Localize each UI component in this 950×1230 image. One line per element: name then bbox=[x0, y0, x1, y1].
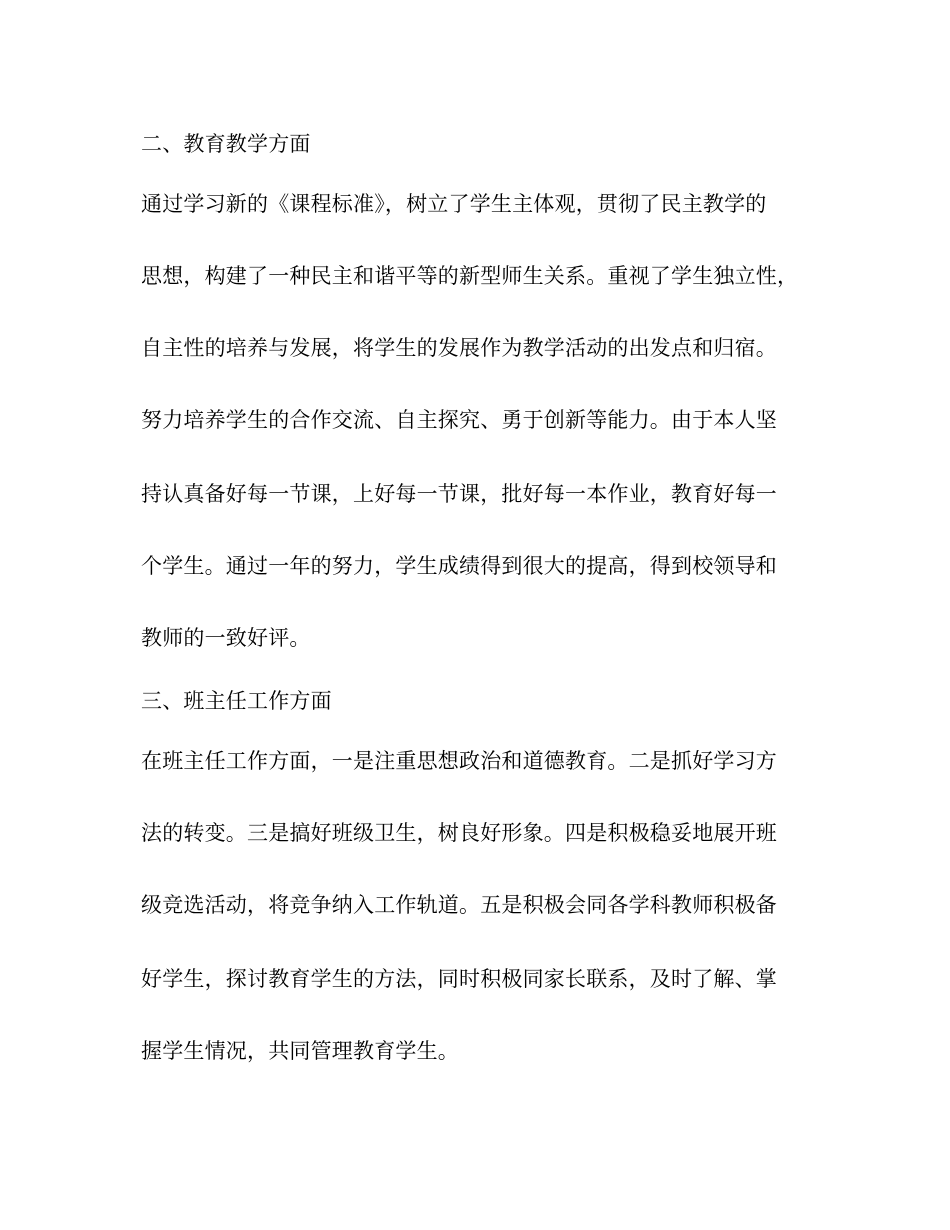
paragraph-line: 握学生情况，共同管理教育学生。 bbox=[141, 1039, 459, 1063]
paragraph-line: 好学生，探讨教育学生的方法，同时积极同家长联系，及时了解、掌 bbox=[141, 967, 777, 991]
paragraph-line: 在班主任工作方面，一是注重思想政治和道德教育。二是抓好学习方 bbox=[141, 749, 777, 773]
paragraph-line: 持认真备好每一节课，上好每一节课，批好每一本作业，教育好每一 bbox=[141, 482, 777, 506]
paragraph-line: 个学生。通过一年的努力，学生成绩得到很大的提高，得到校领导和 bbox=[141, 554, 777, 578]
section-heading-class-teacher: 三、班主任工作方面 bbox=[141, 689, 332, 713]
paragraph-line: 思想，构建了一种民主和谐平等的新型师生关系。重视了学生独立性， bbox=[141, 264, 799, 288]
paragraph-line: 通过学习新的《课程标准》，树立了学生主体观，贯彻了民主教学的 bbox=[141, 192, 767, 216]
paragraph-line: 法的转变。三是搞好班级卫生，树良好形象。四是积极稳妥地展开班 bbox=[141, 821, 777, 845]
paragraph-line: 努力培养学生的合作交流、自主探究、勇于创新等能力。由于本人坚 bbox=[141, 408, 777, 432]
paragraph-line: 自主性的培养与发展，将学生的发展作为教学活动的出发点和归宿。 bbox=[141, 336, 777, 360]
paragraph-line: 教师的一致好评。 bbox=[141, 626, 311, 650]
paragraph-line: 级竞选活动，将竞争纳入工作轨道。五是积极会同各学科教师积极备 bbox=[141, 893, 777, 917]
section-heading-teaching: 二、教育教学方面 bbox=[141, 132, 311, 156]
